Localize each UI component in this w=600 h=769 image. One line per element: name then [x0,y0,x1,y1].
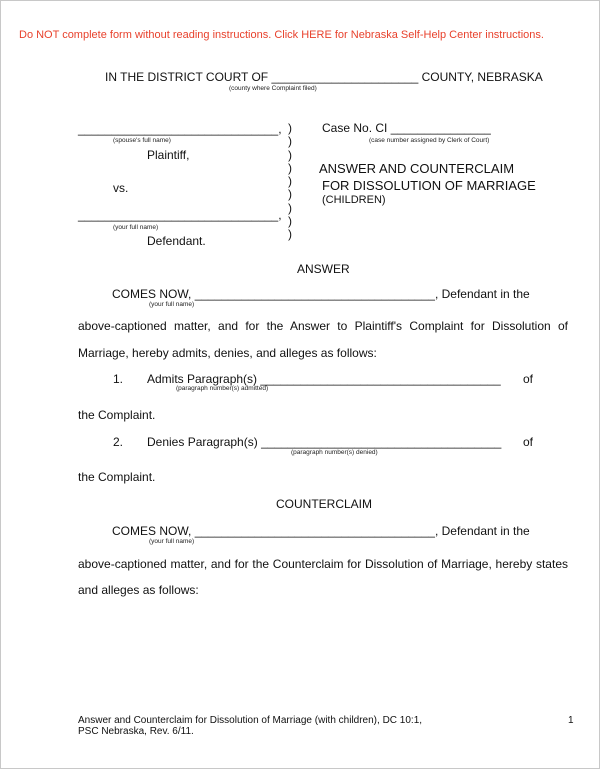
counterclaim-paragraph-line1: above-captioned matter, and for the Counterclaim for Dissolution of Marriage, hereby states [78,557,568,571]
defendant-label: Defendant. [147,234,206,248]
answer-item2-number: 2. [113,435,124,449]
paren: ) [288,174,292,189]
paren: ) [288,160,292,175]
denies-paragraphs-field[interactable]: ____________________________________ [261,435,502,449]
defendant-name-field[interactable]: ______________________________, [78,208,282,222]
defendant-in-label: Defendant in the [441,524,530,538]
case-number-label: Case No. CI [322,121,388,135]
answer-comes-now-row [112,287,530,301]
case-number-hint: (case number assigned by Clerk of Court) [369,137,490,144]
denies-hint: (paragraph number(s) denied) [291,449,378,456]
admits-hint: (paragraph number(s) admitted) [176,385,269,392]
instructions-notice-link[interactable]: Do NOT complete form without reading instructions. Click HERE for Nebraska Self-Help Center instructions. [19,29,544,41]
admits-paragraphs-field[interactable]: ____________________________________ [260,372,501,386]
denies-label: Denies Paragraph(s) [147,435,258,449]
counterclaim-comes-now-row [112,524,530,538]
paren: ) [288,121,292,135]
counterclaim-name-field[interactable]: ____________________________________, [194,524,439,538]
counterclaim-heading: COUNTERCLAIM [276,497,373,511]
answer-item2-of: of [523,435,534,449]
answer-heading: ANSWER [297,262,350,276]
footer-line2: PSC Nebraska, Rev. 6/11. [78,726,194,737]
comes-now-label: COMES NOW, [112,287,192,301]
answer-item1-number: 1. [113,372,124,386]
page-number: 1 [568,715,574,726]
counterclaim-name-hint: (your full name) [149,538,195,545]
caption-parens [288,122,292,242]
county-field[interactable]: ______________________ [271,70,419,84]
document-title-line1: ANSWER AND COUNTERCLAIM [319,161,515,176]
admits-label: Admits Paragraph(s) [147,372,258,386]
defendant-in-label: Defendant in the [441,287,530,301]
answer-name-field[interactable]: ____________________________________, [194,287,439,301]
answer-item1-of: of [523,372,534,386]
answer-paragraph-line1: above-captioned matter, and for the Answer to Plaintiff's Complaint for Dissolution of [78,319,568,333]
paren: ) [288,214,292,229]
defendant-hint: (your full name) [113,224,159,231]
paren: ) [288,134,292,149]
document-title-line3: (CHILDREN) [322,194,386,206]
document-title-line2: FOR DISSOLUTION OF MARRIAGE [322,178,536,193]
paren: ) [288,147,292,162]
plaintiff-label: Plaintiff, [147,148,190,162]
court-header [105,70,543,84]
versus-label: vs. [113,181,129,195]
footer-line1: Answer and Counterclaim for Dissolution of Marriage (with children), DC 10:1, [78,715,423,726]
paren: ) [288,227,292,242]
paren: ) [288,200,292,215]
court-suffix: COUNTY, NEBRASKA [421,70,543,84]
case-number-field[interactable]: _______________ [390,121,491,135]
answer-item1-tail: the Complaint. [78,408,156,422]
form-footer [78,715,422,737]
plaintiff-hint: (spouse's full name) [113,137,171,144]
plaintiff-name-field[interactable]: ______________________________, [78,122,282,136]
county-hint: (county where Complaint filed) [229,85,317,92]
answer-name-hint: (your full name) [149,301,195,308]
paren: ) [288,187,292,202]
answer-paragraph-line2: Marriage, hereby admits, denies, and alleges as follows: [78,346,377,360]
court-prefix: IN THE DISTRICT COURT OF [105,70,269,84]
answer-item2-tail: the Complaint. [78,470,156,484]
answer-item1-row [147,372,501,386]
case-number-row [322,121,491,135]
counterclaim-paragraph-line2: and alleges as follows: [78,583,199,597]
answer-item2-row [147,435,501,449]
comes-now-label: COMES NOW, [112,524,192,538]
